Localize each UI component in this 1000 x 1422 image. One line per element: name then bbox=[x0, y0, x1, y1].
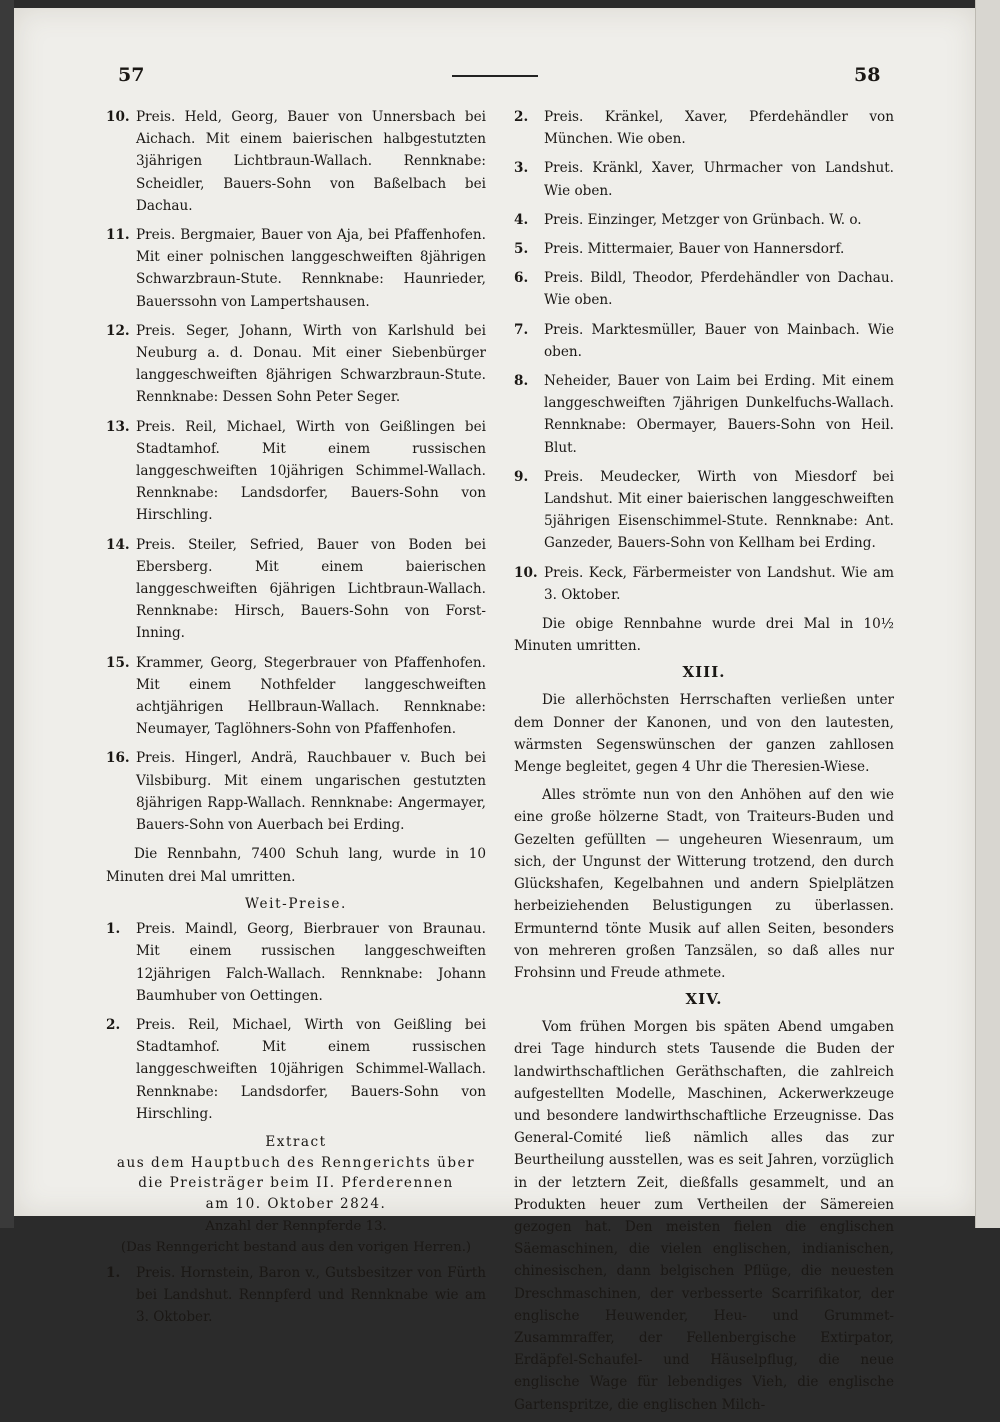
header-rule bbox=[452, 75, 538, 77]
list-item: 2. Preis. Kränkel, Xaver, Pferdehändler von München. Wie oben. bbox=[514, 109, 894, 148]
page-number-right: 58 bbox=[854, 64, 881, 86]
extract-line: am 10. Oktober 2824. bbox=[205, 1195, 387, 1212]
list-item: 3. Preis. Kränkl, Xaver, Uhrmacher von Landshut. Wie oben. bbox=[514, 160, 894, 199]
renngericht-note: (Das Renngericht bestand aus den vorigen Herren.) bbox=[120, 1240, 472, 1256]
section-xiii-paragraph: Alles strömte nun von den Anhöhen auf den wie eine große hölzerne Stadt, von Traiteurs-Buden und Gezelten gefüllten — ungeheuren Wiesenraum, um sich, der Ungunst der Witterung trotzend, den durch Glückshafen, Kegelbahnen und andern Spielplätzen herbeiziehenden Belustigungen zu überlassen. Ermunternd tönte Musik auf allen Seiten, besonders von mehreren großen Tanzsälen, so daß alles nur Frohsinn und Freude athmete. bbox=[514, 787, 894, 981]
list-item: 10. Preis. Keck, Färbermeister von Landshut. Wie am 3. Oktober. bbox=[514, 564, 894, 603]
list-item: 16. Preis. Hingerl, Andrä, Rauchbauer v. Buch bei Vilsbiburg. Mit einem ungarischen gestutzten 8jährigen Rapp-Wallach. Rennknabe: Angermayer, Bauers-Sohn von Auerbach bei Erding. bbox=[106, 750, 486, 834]
list-item: 11. Preis. Bergmaier, Bauer von Aja, bei Pfaffenhofen. Mit einer polnischen langgeschweiften 8jährigen Schwarzbraun-Stute. Rennknabe: Haunrieder, Bauerssohn von Lampertshausen. bbox=[106, 227, 486, 310]
section-xiii-paragraph: Die allerhöchsten Herrschaften verließen unter dem Donner der Kanonen, und von den lautesten, wärmsten Segenswünschen der ganzen zahllosen Menge begleitet, gegen 4 Uhr die Theresien-Wiese. bbox=[514, 692, 894, 776]
list-item: 7. Preis. Marktesmüller, Bauer von Mainbach. Wie oben. bbox=[514, 321, 894, 360]
weit-preise-heading: Weit-Preise. bbox=[245, 895, 347, 912]
scan-edge-right bbox=[975, 0, 1000, 1228]
list-item: 14. Preis. Steiler, Sefried, Bauer von Boden bei Ebersberg. Mit einem baierischen langgeschweiften 6jährigen Lichtbraun-Wallach. Rennknabe: Hirsch, Bauers-Sohn von Forst-Inning. bbox=[106, 536, 486, 642]
rennbahn-paragraph: Die obige Rennbahne wurde drei Mal in 10½ Minuten umritten. bbox=[514, 616, 894, 655]
list-item: 12. Preis. Seger, Johann, Wirth von Karlshuld bei Neuburg a. d. Donau. Mit einer Siebenbürger langgeschweiften 8jährigen Schwarzbraun-Stute. Rennknabe: Dessen Sohn Peter Seger. bbox=[106, 322, 486, 406]
list-item: 4. Preis. Einzinger, Metzger von Grünbach. W. o. bbox=[514, 211, 862, 228]
left-column bbox=[106, 106, 486, 1336]
anzahl-line: Anzahl der Rennpferde 13. bbox=[205, 1219, 387, 1235]
list-item: 8. Neheider, Bauer von Laim bei Erding. Mit einem langgeschweiften 7jährigen Dunkelfuchs-Wallach. Rennknabe: Obermayer, Bauers-Sohn von Heil. Blut. bbox=[514, 373, 894, 456]
section-xiv-paragraph: Vom frühen Morgen bis späten Abend umgaben drei Tage hindurch stets Tausende die Buden der landwirthschaftlichen Geräthschaften, die zahlreich aufgestellten Modelle, Maschinen, Ackerwerkzeuge und besondere landwirthschaftliche Erzeugnisse. Das General-Comité ließ nämlich alles das zur Beurtheilung ausstellen, was es seit Jahren, vorzüglich in der letztern Zeit, dießfalls gesammelt, und an Produkten heuer zum Vertheilen der Sämereien gezogen hat. Den meisten fielen die englischen Säemaschinen, die vielen englischen, indianischen, chinesischen, dann belgischen Pflüge, die neuesten Dreschmaschinen, der verbesserte Scarrifikator, der englische Heuwender, Heu- und Grummet-Zusammraffer, der Fellenbergische Extirpator, Erdäpfel-Schaufel- und Häuselpflug, die neue englische Wage für lebendiges Vieh, die englische Gartenspritze, die englischen Milch- bbox=[514, 1019, 894, 1413]
extract-line: die Preisträger beim II. Pferderennen bbox=[138, 1175, 454, 1192]
list-item: 1. Preis. Hornstein, Baron v., Gutsbesitzer von Fürth bei Landshut. Rennpferd und Rennknabe wie am 3. Oktober. bbox=[106, 1265, 486, 1326]
page-number-left: 57 bbox=[118, 64, 145, 86]
list-item: 5. Preis. Mittermaier, Bauer von Hannersdorf. bbox=[514, 241, 845, 258]
extract-title: Extract bbox=[265, 1134, 327, 1151]
list-item: 15. Krammer, Georg, Stegerbrauer von Pfaffenhofen. Mit einem Nothfelder langgeschweiften achtjährigen Hellbraun-Wallach. Rennknabe: Neumayer, Taglöhners-Sohn von Pfaffenhofen. bbox=[106, 654, 486, 738]
rennbahn-paragraph: Die Rennbahn, 7400 Schuh lang, wurde in 10 Minuten drei Mal umritten. bbox=[106, 846, 486, 885]
right-column bbox=[514, 106, 894, 1422]
list-item: 6. Preis. Bildl, Theodor, Pferdehändler von Dachau. Wie oben. bbox=[514, 270, 894, 309]
section-heading-xiii: XIII. bbox=[682, 663, 726, 682]
extract-line: aus dem Hauptbuch des Renngerichts über bbox=[116, 1154, 476, 1171]
section-heading-xiv: XIV. bbox=[685, 990, 723, 1009]
list-item: 9. Preis. Meudecker, Wirth von Miesdorf bei Landshut. Mit einer baierischen langgeschweiften 5jährigen Eisenschimmel-Stute. Rennknabe: Ant. Ganzeder, Bauers-Sohn von Kellham bei Erding. bbox=[514, 468, 894, 552]
scan-edge-left bbox=[0, 0, 14, 1228]
list-item: 13. Preis. Reil, Michael, Wirth von Geißlingen bei Stadtamhof. Mit einem russischen langgeschweiften 10jährigen Schimmel-Wallach. Rennknabe: Landsdorfer, Bauers-Sohn von Hirschling. bbox=[106, 418, 486, 524]
list-item: 10. Preis. Held, Georg, Bauer von Unnersbach bei Aichach. Mit einem baierischen halbgestutzten 3jährigen Lichtbraun-Wallach. Rennknabe: Scheidler, Bauers-Sohn von Baßelbach bei Dachau. bbox=[106, 109, 486, 214]
list-item: 2. Preis. Reil, Michael, Wirth von Geißling bei Stadtamhof. Mit einem russischen langgeschweiften 10jährigen Schimmel-Wallach. Rennknabe: Landsdorfer, Bauers-Sohn von Hirschling. bbox=[106, 1017, 486, 1122]
list-item: 1. Preis. Maindl, Georg, Bierbrauer von Braunau. Mit einem russischen langgeschweiften 12jährigen Falch-Wallach. Rennknabe: Johann Baumhuber von Oettingen. bbox=[106, 921, 486, 1004]
